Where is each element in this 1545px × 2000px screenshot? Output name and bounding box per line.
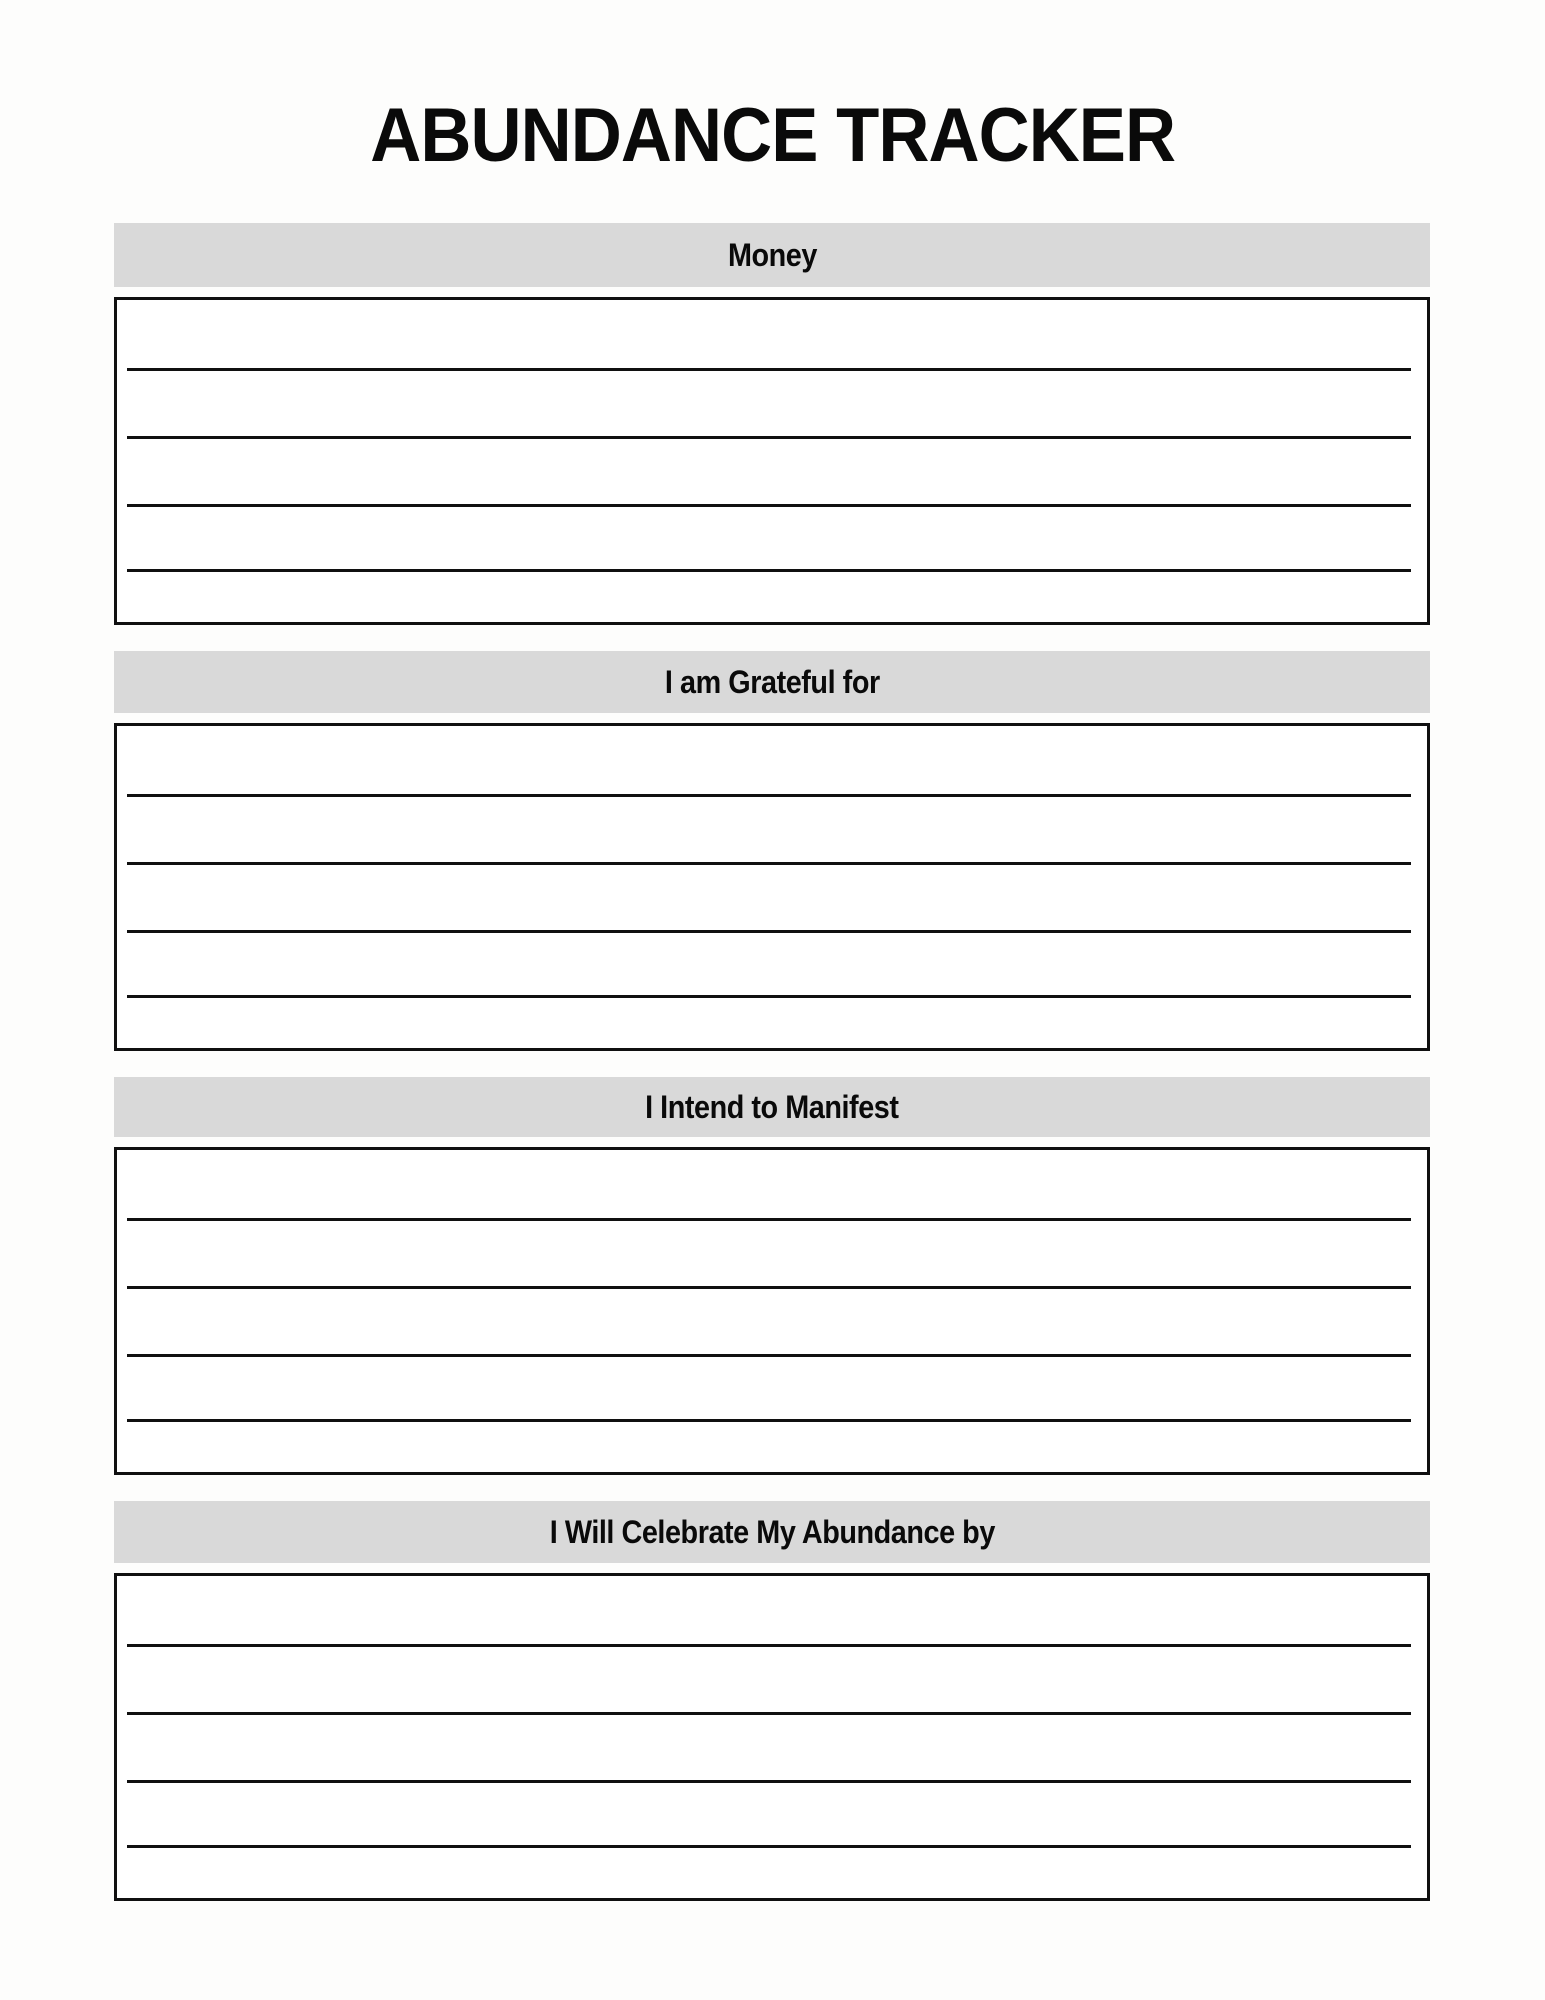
ruled-line [127,1354,1411,1357]
ruled-line [127,1419,1411,1422]
page-title-text: ABUNDANCE TRACKER [370,93,1175,178]
section-header-celebrate [114,1501,1430,1563]
ruled-line [127,504,1411,507]
ruled-line [127,1644,1411,1647]
ruled-line [127,862,1411,865]
section-header-grateful [114,651,1430,713]
page-title [0,93,1545,178]
section-header-label: Money [727,236,817,273]
section-header-label: I am Grateful for [664,663,880,700]
ruled-line [127,794,1411,797]
ruled-line [127,1845,1411,1848]
section-header-label: I Will Celebrate My Abundance by [549,1513,995,1550]
ruled-line [127,1218,1411,1221]
ruled-line [127,436,1411,439]
ruled-line [127,930,1411,933]
ruled-line [127,1286,1411,1289]
ruled-line [127,1780,1411,1783]
ruled-line [127,569,1411,572]
ruled-line [127,995,1411,998]
money-writing-area[interactable] [114,297,1430,625]
section-header-label: I Intend to Manifest [645,1088,899,1125]
section-header-money [114,223,1430,287]
grateful-writing-area[interactable] [114,723,1430,1051]
ruled-line [127,1712,1411,1715]
ruled-line [127,368,1411,371]
celebrate-writing-area[interactable] [114,1573,1430,1901]
section-header-manifest [114,1077,1430,1137]
manifest-writing-area[interactable] [114,1147,1430,1475]
